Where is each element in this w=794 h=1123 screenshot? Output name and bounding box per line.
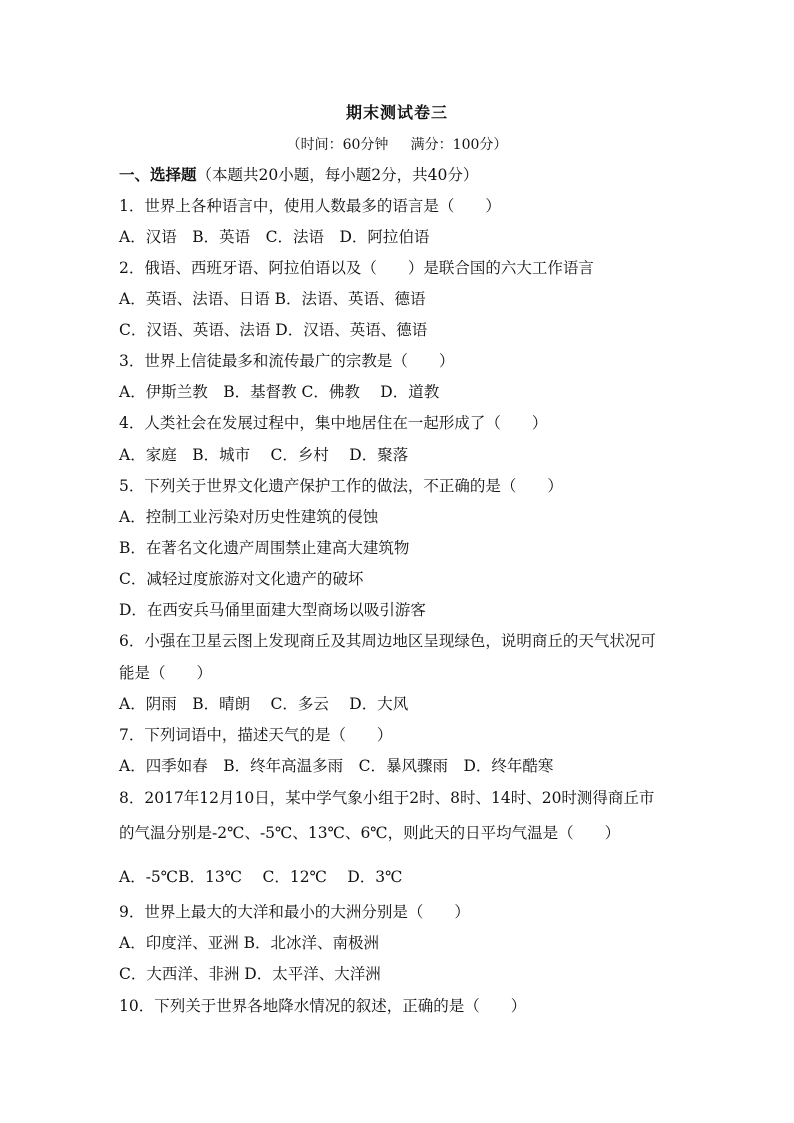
option-5c: C．减轻过度旅游对文化遗产的破坏 xyxy=(119,570,364,588)
section-heading xyxy=(119,165,689,185)
options-8: A．-5℃B．13℃ C．12℃ D．3℃ xyxy=(119,868,403,886)
question-6-line1: 6．小强在卫星云图上发现商丘及其周边地区呈现绿色，说明商丘的天气状况可 xyxy=(119,632,656,650)
question-8-line1: 8．2017年12月10日，某中学气象小组于2时、8时、14时、20时测得商丘市 xyxy=(119,789,655,807)
question-5: 5．下列关于世界文化遗产保护工作的做法，不正确的是（ ） xyxy=(119,477,563,495)
exam-subtitle: （时间：60分钟 满分：100分） xyxy=(286,137,508,153)
exam-title: 期末测试卷三 xyxy=(345,103,448,122)
question-3: 3．世界上信徒最多和流传最广的宗教是（ ） xyxy=(119,352,455,370)
options-2-cd: C．汉语、英语、法语 D．汉语、英语、德语 xyxy=(119,321,428,339)
section-label: 一、选择题 xyxy=(119,165,197,184)
option-5b: B．在著名文化遗产周围禁止建高大建筑物 xyxy=(119,539,410,557)
question-1: 1．世界上各种语言中，使用人数最多的语言是（ ） xyxy=(119,197,501,215)
question-2: 2．俄语、西班牙语、阿拉伯语以及（ ）是联合国的六大工作语言 xyxy=(119,259,594,277)
options-7: A．四季如春 B．终年高温多雨 C．暴风骤雨 D．终年酷寒 xyxy=(119,757,554,775)
options-2-ab: A．英语、法语、日语 B．法语、英语、德语 xyxy=(119,290,426,308)
question-8-line2: 的气温分别是-2℃、-5℃、13℃、6℃，则此天的日平均气温是（ ） xyxy=(119,824,621,842)
question-7: 7．下列词语中，描述天气的是（ ） xyxy=(119,726,393,744)
option-5d: D．在西安兵马俑里面建大型商场以吸引游客 xyxy=(119,601,426,619)
question-4: 4．人类社会在发展过程中，集中地居住在一起形成了（ ） xyxy=(119,414,548,432)
options-6: A．阴雨 B．晴朗 C．多云 D．大风 xyxy=(119,695,409,713)
question-6-line2: 能是（ ） xyxy=(119,664,213,682)
section-note: （本题共20小题，每小题2分，共40分） xyxy=(196,166,479,184)
options-3: A．伊斯兰教 B．基督教 C．佛教 D．道教 xyxy=(119,383,440,401)
options-9-cd: C．大西洋、非洲 D．太平洋、大洋洲 xyxy=(119,965,381,983)
options-4: A．家庭 B．城市 C．乡村 D．聚落 xyxy=(119,446,409,464)
question-10: 10．下列关于世界各地降水情况的叙述，正确的是（ ） xyxy=(119,997,527,1015)
options-9-ab: A．印度洋、亚洲 B．北冰洋、南极洲 xyxy=(119,934,380,952)
option-5a: A．控制工业污染对历史性建筑的侵蚀 xyxy=(119,508,379,526)
question-9: 9．世界上最大的大洋和最小的大洲分别是（ ） xyxy=(119,903,470,921)
options-1: A．汉语 B．英语 C．法语 D．阿拉伯语 xyxy=(119,228,430,246)
